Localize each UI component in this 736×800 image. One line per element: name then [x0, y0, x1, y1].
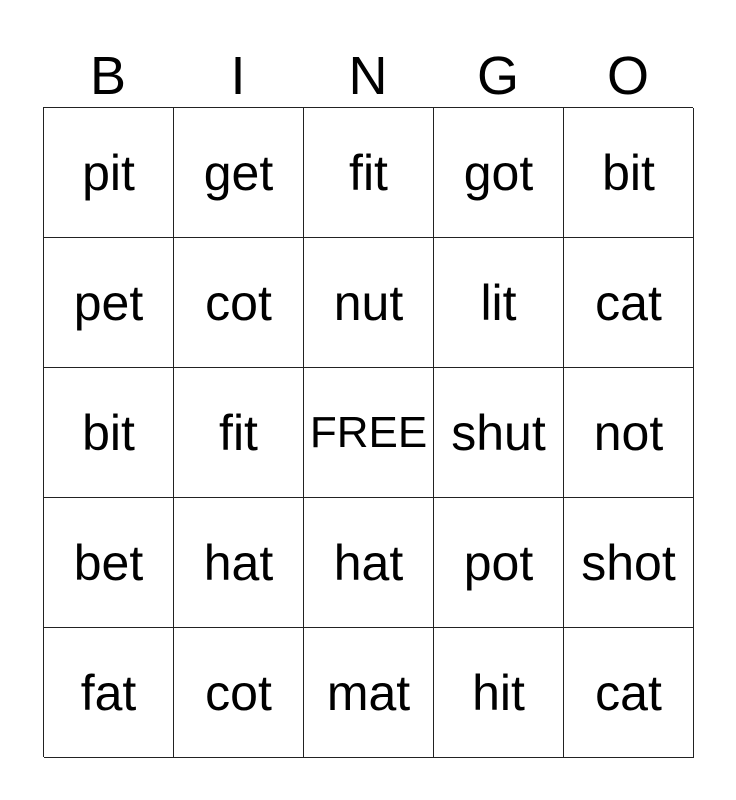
bingo-cell-r5-c5[interactable]: cat — [564, 628, 694, 758]
bingo-header — [43, 40, 693, 108]
bingo-cell-r3-c2[interactable]: fit — [174, 368, 304, 498]
bingo-cell-r1-c5[interactable]: bit — [564, 108, 694, 238]
free-space[interactable]: FREE — [304, 368, 434, 498]
bingo-cell-r3-c1[interactable]: bit — [44, 368, 174, 498]
bingo-cell-r5-c4[interactable]: hit — [434, 628, 564, 758]
bingo-cell-r4-c2[interactable]: hat — [174, 498, 304, 628]
bingo-cell-r4-c1[interactable]: bet — [44, 498, 174, 628]
header-letter-n: N — [348, 46, 388, 106]
bingo-cell-r2-c4[interactable]: lit — [434, 238, 564, 368]
bingo-cell-r4-c4[interactable]: pot — [434, 498, 564, 628]
bingo-cell-r4-c5[interactable]: shot — [564, 498, 694, 628]
bingo-cell-r2-c5[interactable]: cat — [564, 238, 694, 368]
bingo-cell-r5-c3[interactable]: mat — [304, 628, 434, 758]
bingo-cell-r3-c5[interactable]: not — [564, 368, 694, 498]
bingo-cell-r4-c3[interactable]: hat — [304, 498, 434, 628]
bingo-cell-r2-c3[interactable]: nut — [304, 238, 434, 368]
header-letter-b: B — [89, 46, 127, 106]
bingo-cell-r3-c4[interactable]: shut — [434, 368, 564, 498]
header-letter-g: G — [476, 46, 519, 106]
bingo-cell-r1-c2[interactable]: get — [174, 108, 304, 238]
header-letter-i: I — [230, 46, 246, 106]
bingo-card — [43, 107, 693, 757]
bingo-cell-r5-c2[interactable]: cot — [174, 628, 304, 758]
bingo-cell-r1-c4[interactable]: got — [434, 108, 564, 238]
header-letter-o: O — [606, 46, 649, 106]
bingo-cell-r1-c1[interactable]: pit — [44, 108, 174, 238]
bingo-cell-r5-c1[interactable]: fat — [44, 628, 174, 758]
bingo-cell-r2-c1[interactable]: pet — [44, 238, 174, 368]
bingo-cell-r1-c3[interactable]: fit — [304, 108, 434, 238]
bingo-cell-r2-c2[interactable]: cot — [174, 238, 304, 368]
